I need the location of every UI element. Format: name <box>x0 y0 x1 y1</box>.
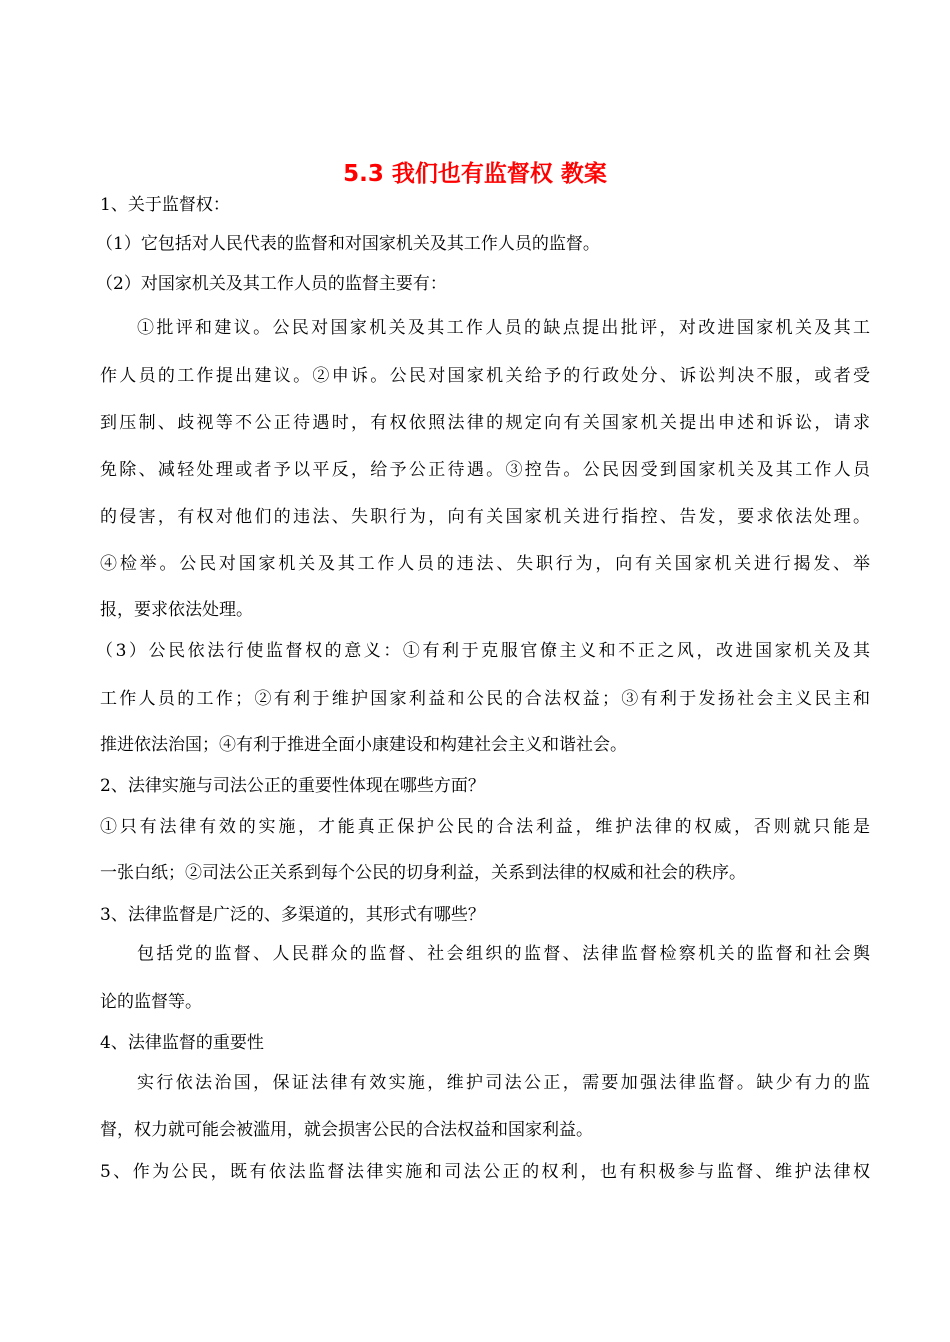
heading-4: 4、法律监督的重要性 <box>100 1033 264 1053</box>
paragraph-line: 到压制、歧视等不公正待遇时，有权依照法律的规定向有关国家机关提出申述和诉讼，请求 <box>100 413 870 433</box>
paragraph-line: 作人员的工作提出建议。②申诉。公民对国家机关给予的行政处分、诉讼判决不服，或者受 <box>100 366 870 386</box>
paragraph-line: ④检举。公民对国家机关及其工作人员的违法、失职行为，向有关国家机关进行揭发、举 <box>100 554 870 574</box>
heading-1: 1、关于监督权： <box>100 195 230 215</box>
paragraph-line: （3）公民依法行使监督权的意义：①有利于克服官僚主义和不正之风，改进国家机关及其 <box>96 641 870 661</box>
paragraph-line: 报，要求依法处理。 <box>100 600 253 620</box>
paragraph-line: 工作人员的工作；②有利于维护国家利益和公民的合法权益；③有利于发扬社会主义民主和 <box>100 689 870 709</box>
paragraph-line: （2）对国家机关及其工作人员的监督主要有： <box>96 274 447 294</box>
paragraph-line: （1）它包括对人民代表的监督和对国家机关及其工作人员的监督。 <box>96 234 600 254</box>
heading-3: 3、法律监督是广泛的、多渠道的，其形式有哪些？ <box>100 905 485 925</box>
paragraph-line: 督，权力就可能会被滥用，就会损害公民的合法权益和国家利益。 <box>100 1120 593 1140</box>
paragraph-line: 一张白纸；②司法公正关系到每个公民的切身利益，关系到法律的权威和社会的秩序。 <box>100 863 746 883</box>
document-title: 5.3 我们也有监督权 教案 <box>343 161 607 187</box>
paragraph-line: 免除、减轻处理或者予以平反，给予公正待遇。③控告。公民因受到国家机关及其工作人员 <box>100 460 870 480</box>
heading-2: 2、法律实施与司法公正的重要性体现在哪些方面？ <box>100 776 485 796</box>
paragraph-line: 推进依法治国；④有利于推进全面小康建设和构建社会主义和谐社会。 <box>100 735 627 755</box>
paragraph-line: ①只有法律有效的实施，才能真正保护公民的合法利益，维护法律的权威，否则就只能是 <box>100 817 870 837</box>
paragraph-line: 实行依法治国，保证法律有效实施，维护司法公正，需要加强法律监督。缺少有力的监 <box>137 1073 870 1093</box>
paragraph-line: 的侵害，有权对他们的违法、失职行为，向有关国家机关进行指控、告发，要求依法处理。 <box>100 507 870 527</box>
heading-5: 5、作为公民，既有依法监督法律实施和司法公正的权利，也有积极参与监督、维护法律权 <box>100 1162 870 1182</box>
paragraph-line: ①批评和建议。公民对国家机关及其工作人员的缺点提出批评，对改进国家机关及其工 <box>137 318 870 338</box>
paragraph-line: 包括党的监督、人民群众的监督、社会组织的监督、法律监督检察机关的监督和社会舆 <box>137 944 870 964</box>
paragraph-line: 论的监督等。 <box>100 992 202 1012</box>
